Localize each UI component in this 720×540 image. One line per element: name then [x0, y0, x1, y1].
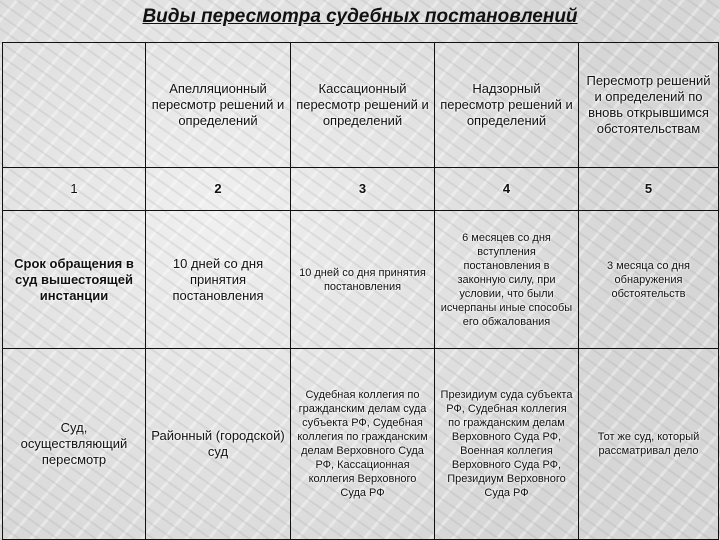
table-header-row: [3, 43, 719, 168]
number-cell: 2: [146, 168, 291, 211]
header-cell-empty: [3, 43, 146, 168]
header-cell-new-circumstances: Пересмотр решений и определений по вновь открывшимся обстоятельствам: [579, 43, 719, 168]
review-types-table: [2, 42, 719, 540]
court-cell: Президиум суда субъекта РФ, Судебная коллегия по гражданским делам Верховного Суда РФ, Военная коллегия Верховного Суда РФ, Президиум Верховного Суда РФ: [435, 349, 579, 540]
term-cell: 6 месяцев со дня вступления постановления в законную силу, при условии, что были исчерпаны иные способы его обжалования: [435, 211, 579, 349]
page-title: Виды пересмотра судебных постановлений: [142, 6, 578, 27]
court-cell: Районный (городской) суд: [146, 349, 291, 540]
number-cell: 1: [3, 168, 146, 211]
header-cell-supervisory: Надзорный пересмотр решений и определений: [435, 43, 579, 168]
row-label-court: Суд, осуществляющий пересмотр: [3, 349, 146, 540]
table-row-court: [3, 349, 719, 540]
term-cell: 10 дней со дня принятия постановления: [291, 211, 435, 349]
term-cell: 3 месяца со дня обнаружения обстоятельств: [579, 211, 719, 349]
number-cell: 4: [435, 168, 579, 211]
term-cell: 10 дней со дня принятия постановления: [146, 211, 291, 349]
row-label-term: Срок обращения в суд вышестоящей инстанции: [3, 211, 146, 349]
header-cell-appeal: Апелляционный пересмотр решений и определений: [146, 43, 291, 168]
court-cell: Тот же суд, который рассматривал дело: [579, 349, 719, 540]
table-number-row: [3, 168, 719, 211]
number-cell: 3: [291, 168, 435, 211]
number-cell: 5: [579, 168, 719, 211]
court-cell: Судебная коллегия по гражданским делам суда субъекта РФ, Судебная коллегия по гражданским делам Верховного Суда РФ, Кассационная коллегия Верховного Суда РФ: [291, 349, 435, 540]
header-cell-cassation: Кассационный пересмотр решений и определений: [291, 43, 435, 168]
table-row-term: [3, 211, 719, 349]
